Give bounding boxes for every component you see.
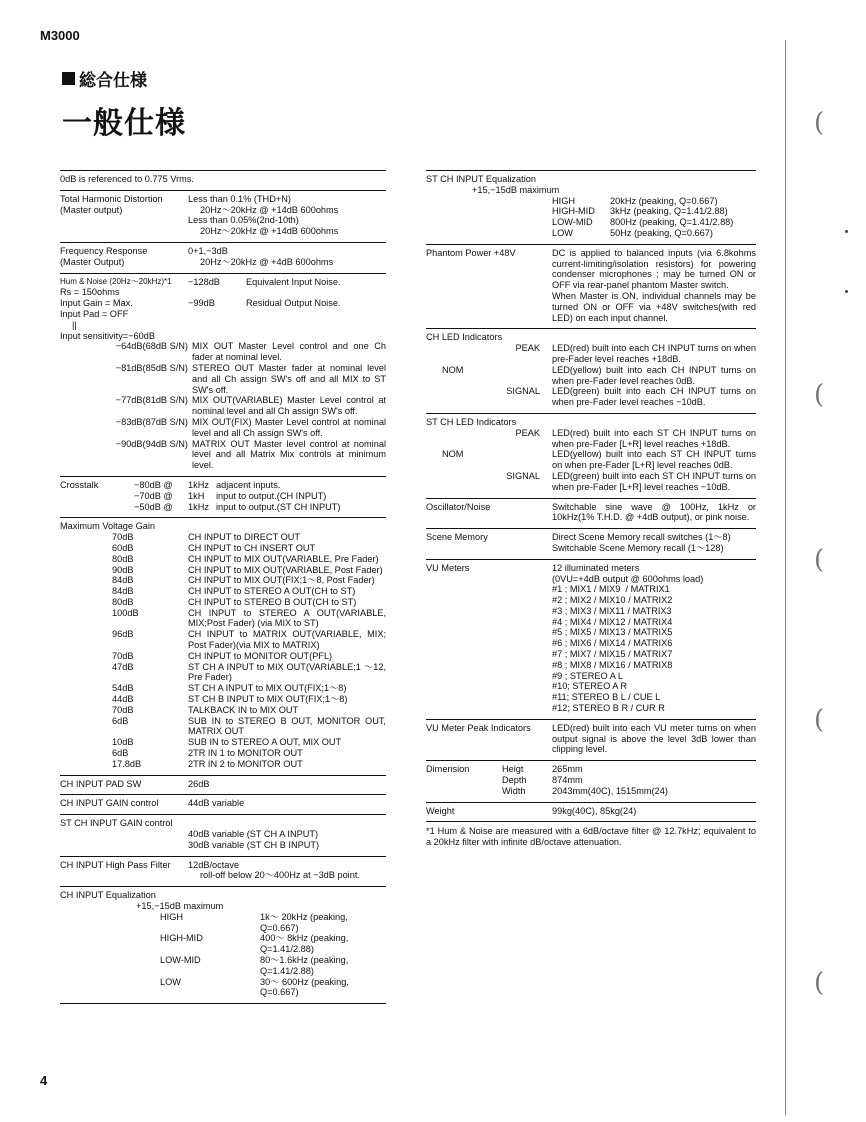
freq-value: 0+1,−3dB: [188, 245, 228, 256]
crosstalk-desc: input to output.(CH INPUT): [216, 490, 327, 501]
hum-bar: ||: [72, 319, 77, 330]
phantom-section: [426, 244, 756, 329]
gain-desc: CH INPUT to STEREO A OUT(VARIABLE, MIX;Post Fader) (via MIX to ST): [188, 607, 386, 629]
scan-dot: [845, 230, 848, 233]
gain-desc: SUB IN to STEREO A OUT, MIX OUT: [188, 737, 342, 748]
scan-dot: [845, 290, 848, 293]
thd-value: 20Hz〜20kHz @ +14dB 600ohms: [200, 226, 339, 237]
led-desc: LED(yellow) built into each CH INPUT turns on when pre-Fader level reaches 0dB.: [552, 364, 756, 386]
crosstalk-desc: input to output.(ST CH INPUT): [216, 501, 341, 512]
gain-row: [60, 575, 386, 586]
gain-db: 84dB: [112, 575, 134, 586]
crosstalk-section: [60, 476, 386, 517]
st-eq-band: HIGH: [552, 195, 575, 206]
gain-desc: CH INPUT to MIX OUT(FIX;1〜8, Post Fader): [188, 575, 375, 586]
crosstalk-freq: 1kH: [188, 490, 205, 501]
thd-label: Total Harmonic Distortion: [60, 193, 163, 204]
gain-db: 80dB: [112, 596, 134, 607]
gain-row: [60, 586, 386, 597]
gain-db: 70dB: [112, 532, 134, 543]
gain-db: 84dB: [112, 586, 134, 597]
st-eq-desc: 20kHz (peaking, Q=0.667): [610, 195, 718, 206]
st-eq-desc: 3kHz (peaking, Q=1.41/2.88): [610, 206, 728, 217]
hum-sens: Input sensitivity=−60dB: [60, 330, 155, 341]
weight-value: 99kg(40C), 85kg(24): [552, 805, 637, 816]
gain-desc: ST CH B INPUT to MIX OUT(FIX;1〜8): [188, 694, 348, 705]
gain-desc: ST CH A INPUT to MIX OUT(FIX;1〜8): [188, 683, 347, 694]
gain-desc: ST CH A INPUT to MIX OUT(VARIABLE;1 〜12, Pre Fader): [188, 661, 386, 683]
thd-label-sub: (Master output): [60, 204, 123, 215]
hpf-value: 12dB/octave: [188, 859, 240, 870]
scene-memory-section: [426, 528, 756, 559]
vu-meters-section: [426, 559, 756, 719]
scene-label: Scene Memory: [426, 532, 488, 543]
reference-note: [60, 170, 386, 190]
led-kind: NOM: [442, 449, 464, 460]
led-kind: PEAK: [515, 343, 540, 354]
gain-row: [60, 554, 386, 565]
noise-desc: MATRIX OUT Master level control at nominal level and all Matrix Mix controls at minimum level.: [192, 438, 386, 471]
gain-desc: CH INPUT to MONITOR OUT(PFL): [188, 650, 333, 661]
gain-db: 60dB: [112, 542, 134, 553]
eq-section: [60, 886, 386, 1004]
noise-db: −90dB(94dB S/N): [115, 438, 188, 449]
hum-noise-section: [60, 273, 386, 476]
gain-desc: SUB IN to STEREO B OUT, MONITOR OUT, MATRIX OUT: [188, 715, 386, 737]
noise-desc: STEREO OUT Master fader at nominal level and all Ch assign SW's off and all MIX to ST SW's off.: [192, 362, 386, 395]
st-eq-band: LOW: [552, 227, 573, 238]
st-eq-max: +15,−15dB maximum: [472, 184, 560, 195]
left-spec-column: [60, 170, 386, 1004]
noise-desc: MIX OUT Master Level control and one Ch fader at nominal level.: [192, 341, 386, 363]
gain-desc: CH INPUT to MIX OUT(VARIABLE, Post Fader): [188, 564, 383, 575]
gain-desc: TALKBACK IN to MIX OUT: [188, 704, 299, 715]
gain-db: 70dB: [112, 704, 134, 715]
st-eq-section: [426, 170, 756, 244]
vu-meter-row: #7 ; MIX7 / MIX15 / MATRIX7: [552, 649, 673, 660]
st-gain-value: 30dB variable (ST CH B INPUT): [188, 839, 320, 850]
gain-row: [60, 597, 386, 608]
gain-control-section: [60, 794, 386, 814]
freq-label: Frequency Response: [60, 245, 148, 256]
vu-desc: (0VU=+4dB output @ 600ohms load): [552, 573, 704, 584]
gain-db: 80dB: [112, 553, 134, 564]
phantom-desc: When Master is ON, individual channels may be turned ON or OFF via +48V switches(with red LED) on each input channel.: [552, 290, 756, 323]
vu-meter-row: #3 ; MIX3 / MIX11 / MATRIX3: [552, 605, 672, 616]
gain-row: [60, 543, 386, 554]
scene-desc: Direct Scene Memory recall switches (1〜8): [552, 532, 731, 543]
gain-db: 17.8dB: [112, 758, 142, 769]
hpf-label: CH INPUT High Pass Filter: [60, 859, 171, 870]
eq-desc: 1k〜 20kHz (peaking, Q=0.667): [260, 911, 348, 933]
crosstalk-freq: 1kHz: [188, 479, 209, 490]
gain-db: 44dB: [112, 694, 134, 705]
hum-desc: Equivalent Input Noise.: [246, 276, 341, 287]
eq-label: CH INPUT Equalization: [60, 890, 156, 901]
led-kind: SIGNAL: [506, 470, 540, 481]
crosstalk-label: Crosstalk: [60, 479, 99, 490]
noise-desc: MIX OUT(FIX) Master Level control at nominal level and all Ch assign SW's off.: [192, 416, 386, 438]
frequency-section: [60, 242, 386, 273]
ch-led-section: [426, 328, 756, 413]
eq-desc: 30〜 600Hz (peaking, Q=0.667): [260, 976, 349, 998]
phantom-label: Phantom Power +48V: [426, 247, 516, 258]
st-gain-section: [60, 814, 386, 855]
hum-pad: Input Pad = OFF: [60, 308, 129, 319]
hpf-section: [60, 856, 386, 887]
gain-row: [60, 694, 386, 705]
gain-desc: CH INPUT to DIRECT OUT: [188, 532, 300, 543]
gain-desc: CH INPUT to STEREO A OUT(CH to ST): [188, 586, 356, 597]
hum-label: Hum & Noise (20Hz〜20kHz)*1: [60, 276, 172, 286]
dimension-section: [426, 760, 756, 801]
vu-meter-row: #9 ; STEREO A L: [552, 670, 623, 681]
eq-max: +15,−15dB maximum: [136, 901, 224, 912]
gain-row: [60, 532, 386, 543]
model-name: M3000: [40, 28, 80, 43]
footnote: *1 Hum & Noise are measured with a 6dB/octave filter @ 12.7kHz; equivalent to a 20kHz filter with infinite dB/octave attenuation.: [426, 826, 756, 848]
gain-control-label: CH INPUT GAIN control: [60, 798, 159, 809]
gain-db: 10dB: [112, 737, 134, 748]
gain-db: 96dB: [112, 629, 134, 640]
gain-row: [60, 565, 386, 576]
vu-meter-row: #4 ; MIX4 / MIX12 / MATRIX4: [552, 616, 673, 627]
gain-desc: CH INPUT to MATRIX OUT(VARIABLE, MIX; Post Fader)(via MIX to MATRIX): [188, 629, 386, 651]
st-eq-desc: 50Hz (peaking, Q=0.667): [610, 227, 713, 238]
gain-db: 70dB: [112, 650, 134, 661]
vu-meter-row: #1 ; MIX1 / MIX9 / MATRIX1: [552, 584, 670, 595]
hum-desc: Residual Output Noise.: [246, 298, 341, 309]
vu-meter-row: #12; STEREO B R / CUR R: [552, 703, 665, 714]
binding-margin-line: [785, 40, 786, 1115]
hum-value: −99dB: [188, 298, 215, 309]
gain-db: 54dB: [112, 683, 134, 694]
noise-desc: MIX OUT(VARIABLE) Master Level control at nominal level and all Ch assign SW's off.: [192, 395, 386, 417]
vu-desc: 12 illuminated meters: [552, 562, 640, 573]
dim-kind: Width: [502, 785, 526, 796]
scan-mark: (: [814, 705, 825, 735]
gain-db: 90dB: [112, 564, 134, 575]
max-gain-section: [60, 517, 386, 774]
dim-kind: Depth: [502, 775, 527, 786]
thd-section: [60, 190, 386, 242]
crosstalk-db: −50dB @: [134, 501, 173, 512]
ch-led-label: CH LED Indicators: [426, 332, 503, 343]
section-heading: [62, 66, 147, 91]
scene-desc: Switchable Scene Memory recall (1〜128): [552, 542, 724, 553]
vu-peak-section: [426, 719, 756, 760]
gain-row: [60, 748, 386, 759]
square-bullet-icon: [62, 72, 75, 85]
gain-row: [60, 629, 386, 651]
st-eq-label: ST CH INPUT Equalization: [426, 174, 536, 184]
gain-desc: 2TR IN 1 to MONITOR OUT: [188, 748, 303, 759]
crosstalk-db: −80dB @: [134, 479, 173, 490]
scan-mark: (: [814, 545, 825, 575]
noise-db: −64dB(68dB S/N): [115, 341, 188, 352]
osc-desc: Switchable sine wave @ 100Hz, 1kHz or 10kHz(1% T.H.D. @ +4dB output), or pink noise.: [552, 501, 756, 523]
vu-peak-label: VU Meter Peak Indicators: [426, 722, 531, 733]
vu-meter-row: #2 ; MIX2 / MIX10 / MATRIX2: [552, 595, 673, 606]
led-kind: NOM: [442, 364, 464, 375]
st-gain-label: ST CH INPUT GAIN control: [60, 818, 173, 829]
reference-text: 0dB is referenced to 0.775 Vrms.: [60, 174, 194, 184]
vu-peak-desc: LED(red) built into each VU meter turns on when output signal is above the level 3dB lower than clipping level.: [552, 722, 756, 755]
dim-value: 265mm: [552, 764, 583, 775]
dim-kind: Heigt: [502, 764, 524, 775]
eq-band: HIGH: [160, 911, 183, 922]
oscillator-section: [426, 498, 756, 529]
led-kind: SIGNAL: [506, 386, 540, 397]
gain-db: 100dB: [112, 607, 139, 618]
gain-row: [60, 651, 386, 662]
led-desc: LED(red) built into each CH INPUT turns on when pre-Fader level reaches +18dB.: [552, 343, 756, 364]
hum-rs: Rs = 150ohms: [60, 287, 120, 298]
noise-db: −81dB(85dB S/N): [115, 362, 188, 373]
freq-value: 20Hz〜20kHz @ +4dB 600ohms: [200, 256, 334, 267]
gain-row: [60, 737, 386, 748]
scan-mark: (: [814, 108, 825, 138]
led-desc: LED(green) built into each CH INPUT turns on when pre-Fader level reaches −10dB.: [552, 386, 756, 408]
led-desc: LED(red) built into each ST CH INPUT turns on when pre-Fader [L+R] level reaches +18dB.: [552, 427, 756, 449]
thd-value: Less than 0.05%(2nd-10th): [188, 215, 299, 226]
scan-mark: (: [814, 968, 825, 998]
weight-label: Weight: [426, 805, 455, 816]
thd-value: Less than 0.1% (THD+N): [188, 193, 291, 204]
led-desc: LED(yellow) built into each ST CH INPUT turns on when pre-Fader [L+R] level reaches 0dB.: [552, 449, 756, 471]
pad-sw-label: CH INPUT PAD SW: [60, 778, 142, 789]
gain-rows: [60, 532, 386, 770]
eq-band: LOW: [160, 976, 181, 987]
noise-db: −77dB(81dB S/N): [115, 395, 188, 406]
phantom-desc: DC is applied to balanced inputs (via 6.8kohms current-limiting/isolation resistors) for powering condenser microphones ; may be turned ON or OFF via rear-panel phantom Master switch.: [552, 247, 756, 291]
gain-row: [60, 608, 386, 630]
gain-row: [60, 759, 386, 770]
eq-band: LOW-MID: [160, 955, 201, 965]
led-desc: LED(green) built into each ST CH INPUT turns on when pre-Fader [L+R] level reaches −10dB.: [552, 470, 756, 492]
gain-desc: CH INPUT to STEREO B OUT(CH to ST): [188, 596, 357, 607]
osc-label: Oscillator/Noise: [426, 501, 491, 512]
vu-label: VU Meters: [426, 562, 470, 573]
freq-label-sub: (Master Output): [60, 256, 125, 267]
gain-row: [60, 716, 386, 738]
gain-desc: 2TR IN 2 to MONITOR OUT: [188, 758, 303, 769]
st-led-label: ST CH LED Indicators: [426, 416, 517, 427]
eq-band: HIGH-MID: [160, 933, 203, 944]
st-eq-desc: 800Hz (peaking, Q=1.41/2.88): [610, 217, 734, 228]
vu-meter-row: #10; STEREO A R: [552, 681, 628, 692]
right-spec-column: [426, 170, 756, 848]
vu-meter-row: #5 ; MIX5 / MIX13 / MATRIX5: [552, 627, 673, 638]
thd-value: 20Hz〜20kHz @ +14dB 600ohms: [200, 204, 339, 215]
eq-desc: 80〜1.6kHz (peaking, Q=1.41/2.88): [260, 955, 349, 976]
gain-desc: CH INPUT to CH INSERT OUT: [188, 542, 316, 553]
st-eq-band: LOW-MID: [552, 217, 593, 228]
vu-rows: [552, 584, 756, 714]
max-gain-label: Maximum Voltage Gain: [60, 521, 155, 532]
dim-value: 874mm: [552, 775, 583, 786]
hum-value: −128dB: [188, 276, 220, 287]
pad-sw-section: [60, 775, 386, 795]
gain-row: [60, 662, 386, 684]
led-kind: PEAK: [515, 427, 540, 438]
gain-db: 47dB: [112, 661, 134, 672]
crosstalk-db: −70dB @: [134, 490, 173, 501]
vu-meter-row: #11; STEREO B L / CUE L: [552, 692, 661, 703]
pad-sw-value: 26dB: [188, 778, 210, 789]
noise-db: −83dB(87dB S/N): [115, 416, 188, 427]
section-heading-text: 総合仕様: [79, 71, 147, 90]
gain-db: 6dB: [112, 715, 129, 726]
vu-meter-row: #8 ; MIX8 / MIX16 / MATRIX8: [552, 659, 673, 670]
weight-section: [426, 802, 756, 823]
dim-label: Dimension: [426, 764, 470, 775]
st-led-section: [426, 413, 756, 498]
scan-mark: (: [814, 380, 825, 410]
st-eq-band: HIGH-MID: [552, 206, 595, 217]
dim-value: 2043mm(40C), 1515mm(24): [552, 785, 668, 796]
hum-gain: Input Gain = Max.: [60, 298, 133, 309]
vu-meter-row: #6 ; MIX6 / MIX14 / MATRIX6: [552, 638, 673, 649]
st-gain-value: 40dB variable (ST CH A INPUT): [188, 829, 319, 840]
crosstalk-desc: adjacent inputs.: [216, 479, 281, 490]
gain-desc: CH INPUT to MIX OUT(VARIABLE, Pre Fader): [188, 553, 379, 564]
gain-row: [60, 705, 386, 716]
crosstalk-freq: 1kHz: [188, 501, 209, 512]
gain-db: 6dB: [112, 748, 129, 759]
eq-desc: 400〜 8kHz (peaking, Q=1.41/2.88): [260, 933, 349, 955]
page-number: 4: [40, 1073, 48, 1088]
hpf-value: roll-off below 20〜400Hz at −3dB point.: [200, 870, 360, 881]
page-title: 一般仕様: [62, 107, 186, 140]
gain-row: [60, 683, 386, 694]
gain-control-value: 44dB variable: [188, 798, 245, 809]
